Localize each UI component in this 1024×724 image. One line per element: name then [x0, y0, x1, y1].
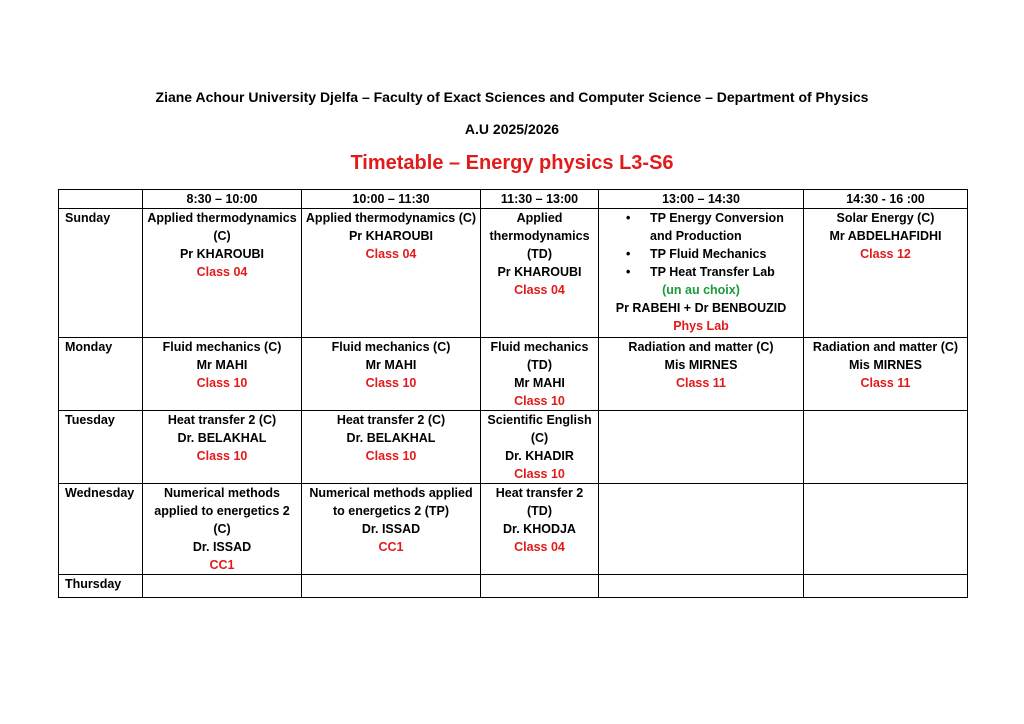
- session-cell: [143, 338, 302, 411]
- teacher-name: Mis MIRNES: [664, 358, 738, 372]
- session-cell: [599, 338, 804, 411]
- room-name: Phys Lab: [673, 319, 729, 333]
- tp-option-label: TP Energy Conversion and Production: [650, 211, 784, 243]
- empty-cell: [143, 575, 302, 598]
- session-cell: [302, 338, 481, 411]
- teacher-name: Dr. BELAKHAL: [346, 431, 436, 445]
- course-name: Fluid mechanics (TD): [490, 340, 589, 372]
- session-cell: [302, 411, 481, 484]
- teacher-name: Mr MAHI: [196, 358, 248, 372]
- day-label-wednesday: Wednesday: [59, 484, 143, 575]
- room-name: Class 12: [860, 247, 911, 261]
- room-name: Class 11: [860, 376, 911, 390]
- empty-cell: [599, 484, 804, 575]
- session-cell: [481, 411, 599, 484]
- room-name: Class 10: [196, 376, 248, 390]
- timetable-table: [58, 189, 968, 598]
- empty-cell: [599, 411, 804, 484]
- choice-note: (un au choix): [662, 283, 740, 297]
- course-name: Fluid mechanics (C): [162, 340, 282, 354]
- empty-cell: [599, 575, 804, 598]
- course-name: Fluid mechanics (C): [331, 340, 451, 354]
- room-name: Class 04: [514, 283, 565, 297]
- room-name: Class 11: [675, 376, 727, 390]
- empty-cell: [804, 484, 968, 575]
- session-cell: [143, 209, 302, 338]
- day-label-sunday: Sunday: [59, 209, 143, 338]
- course-name: Applied thermodynamics (TD): [489, 211, 590, 261]
- course-name: Applied thermodynamics (C): [147, 211, 297, 243]
- room-name: Class 10: [196, 449, 248, 463]
- empty-cell: [481, 575, 599, 598]
- day-row-tuesday: [59, 411, 968, 484]
- teacher-name: Mr ABDELHAFIDHI: [829, 229, 942, 243]
- teacher-name: Dr. KHODJA: [503, 522, 576, 536]
- session-cell: [143, 484, 302, 575]
- session-cell: [804, 338, 968, 411]
- bullet-icon: •: [626, 265, 631, 279]
- time-slot-1: 8:30 – 10:00: [143, 190, 302, 209]
- corner-cell: [59, 190, 143, 209]
- tp-option-label: TP Heat Transfer Lab: [650, 265, 775, 279]
- session-cell: [302, 484, 481, 575]
- tp-option: [602, 245, 800, 263]
- bullet-icon: •: [626, 247, 631, 261]
- empty-cell: [804, 575, 968, 598]
- session-cell: [804, 209, 968, 338]
- day-row-sunday: [59, 209, 968, 338]
- empty-cell: [302, 575, 481, 598]
- room-name: CC1: [209, 558, 235, 572]
- teacher-name: Dr. BELAKHAL: [177, 431, 267, 445]
- time-slot-4: 13:00 – 14:30: [599, 190, 804, 209]
- empty-cell: [804, 411, 968, 484]
- room-name: Class 10: [365, 376, 417, 390]
- session-cell: [302, 209, 481, 338]
- teacher-name: Mr MAHI: [365, 358, 417, 372]
- time-slot-2: 10:00 – 11:30: [302, 190, 481, 209]
- day-label-monday: Monday: [59, 338, 143, 411]
- teacher-name: Pr KHAROUBI: [497, 265, 582, 279]
- course-name: Scientific English (C): [487, 413, 592, 445]
- course-name: Applied thermodynamics (C): [305, 211, 477, 225]
- room-name: Class 04: [365, 247, 417, 261]
- course-name: Numerical methods applied to energetics 2 (C): [154, 486, 290, 536]
- teacher-name: Dr. ISSAD: [192, 540, 252, 554]
- teacher-name: Pr KHAROUBI: [179, 247, 265, 261]
- session-cell-tp-options: [599, 209, 804, 338]
- day-row-wednesday: [59, 484, 968, 575]
- day-row-thursday: [59, 575, 968, 598]
- course-name: Solar Energy (C): [836, 211, 935, 225]
- teacher-name: Dr. ISSAD: [361, 522, 421, 536]
- session-cell: [143, 411, 302, 484]
- tp-option-label: TP Fluid Mechanics: [650, 247, 767, 261]
- course-name: Heat transfer 2 (C): [336, 413, 446, 427]
- day-label-tuesday: Tuesday: [59, 411, 143, 484]
- tp-option-list: [602, 209, 800, 281]
- tp-option: [602, 209, 800, 245]
- room-name: Class 10: [514, 467, 565, 481]
- room-name: Class 10: [365, 449, 417, 463]
- teacher-name: Dr. KHADIR: [505, 449, 574, 463]
- room-name: Class 04: [196, 265, 248, 279]
- session-cell: [481, 484, 599, 575]
- room-name: Class 10: [514, 394, 565, 408]
- teacher-name: Pr KHAROUBI: [348, 229, 434, 243]
- tp-option: [602, 263, 800, 281]
- room-name: Class 04: [514, 540, 565, 554]
- time-slot-header-row: [59, 190, 968, 209]
- course-name: Numerical methods applied to energetics 2 (TP): [309, 486, 473, 518]
- course-name: Heat transfer 2 (TD): [495, 486, 584, 518]
- course-name: Radiation and matter (C): [812, 340, 959, 354]
- course-name: Radiation and matter (C): [628, 340, 774, 354]
- time-slot-3: 11:30 – 13:00: [481, 190, 599, 209]
- timetable-title: Timetable – Energy physics L3-S6: [350, 152, 674, 174]
- teacher-name: Pr RABEHI + Dr BENBOUZID: [615, 301, 787, 315]
- day-label-thursday: Thursday: [59, 575, 143, 598]
- course-name: Heat transfer 2 (C): [167, 413, 277, 427]
- day-row-monday: [59, 338, 968, 411]
- session-cell: [481, 209, 599, 338]
- bullet-icon: •: [626, 211, 631, 225]
- teacher-name: Mr MAHI: [514, 376, 565, 390]
- institution-header: Ziane Achour University Djelfa – Faculty of Exact Sciences and Computer Science – Department of Physics: [155, 89, 869, 105]
- teacher-name: Mis MIRNES: [849, 358, 922, 372]
- time-slot-5: 14:30 - 16 :00: [804, 190, 968, 209]
- academic-year: A.U 2025/2026: [464, 121, 560, 137]
- room-name: CC1: [378, 540, 404, 554]
- session-cell: [481, 338, 599, 411]
